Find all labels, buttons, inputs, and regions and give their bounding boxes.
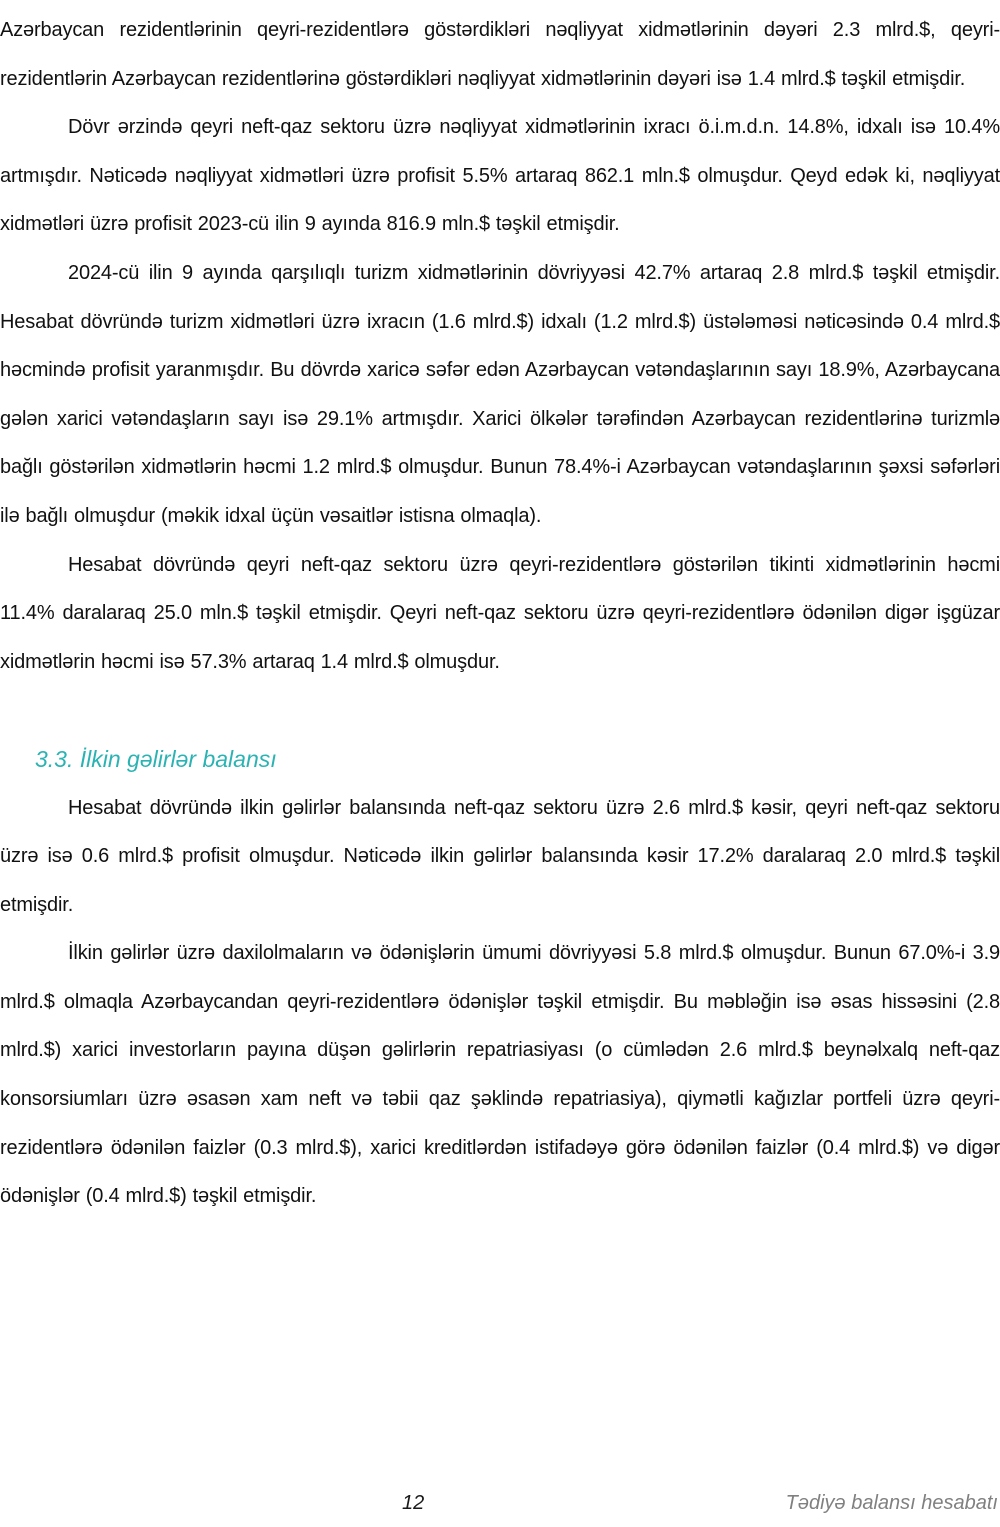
section-heading-primary-income-balance: 3.3. İlkin gəlirlər balansı xyxy=(35,745,277,772)
paragraph-tourism-services: 2024-cü ilin 9 ayında qarşılıqlı turizm xidmətlərinin dövriyyəsi 42.7% artaraq 2.8 mlrd.$ təşkil etmişdir. Hesabat dövründə turizm xidmətləri üzrə ixracın (1.6 mlrd.$) idxalı (1.2 mlrd.$) üstələməsi nəticəsində 0.4 mlrd.$ həcmində profisit yaranmışdır. Bu dövrdə xaricə səfər edən Azərbaycan vətəndaşlarının sayı 18.9%, Azərbaycana gələn xarici vətəndaşların sayı isə 29.1% artmışdır. Xarici ölkələr tərəfindən Azərbaycan rezidentlərinə turizmlə bağlı göstərilən xidmətlərin həcmi 1.2 mlrd.$ olmuşdur. Bunun 78.4%-i Azərbaycan vətəndaşlarının şəxsi səfərləri ilə bağlı olmuşdur (məkik idxal üçün vəsaitlər istisna olmaqla). xyxy=(0,261,1000,527)
paragraph-primary-income-balance: Hesabat dövründə ilkin gəlirlər balansında neft-qaz sektoru üzrə 2.6 mlrd.$ kəsir, qeyri neft-qaz sektoru üzrə isə 0.6 mlrd.$ profisit olmuşdur. Nəticədə ilkin gəlirlər balansında kəsir 17.2% daralaraq 2.0 mlrd.$ təşkil etmişdir. xyxy=(0,796,1000,916)
page-number: 12 xyxy=(402,1492,425,1514)
paragraph-transport-profit: Dövr ərzində qeyri neft-qaz sektoru üzrə nəqliyyat xidmətlərinin ixracı ö.i.m.d.n. 14.8%, idxalı isə 10.4% artmışdır. Nəticədə nəqliyyat xidmətləri üzrə profisit 5.5% artaraq 862.1 mln.$ olmuşdur. Qeyd edək ki, nəqliyyat xidmətləri üzrə profisit 2023-cü ilin 9 ayında 816.9 mln.$ təşkil etmişdir. xyxy=(0,116,1000,236)
paragraph-construction-business-services: Hesabat dövründə qeyri neft-qaz sektoru üzrə qeyri-rezidentlərə göstərilən tikinti xidmətlərinin həcmi 11.4% daralaraq 25.0 mln.$ təşkil etmişdir. Qeyri neft-qaz sektoru üzrə qeyri-rezidentlərə ödənilən digər işgüzar xidmətlərin həcmi isə 57.3% artaraq 1.4 mlrd.$ olmuşdur. xyxy=(0,553,1000,673)
paragraph-primary-income-turnover: İlkin gəlirlər üzrə daxilolmaların və ödənişlərin ümumi dövriyyəsi 5.8 mlrd.$ olmuşdur. Bunun 67.0%-i 3.9 mlrd.$ olmaqla Azərbaycandan qeyri-rezidentlərə ödənişlər təşkil etmişdir. Bu məbləğin isə əsas hissəsini (2.8 mlrd.$) xarici investorların payına düşən gəlirlərin repatriasiyası (o cümlədən 2.6 mlrd.$ beynəlxalq neft-qaz konsorsiumları üzrə əsasən xam neft və təbii qaz şəklində repatriasiya), qiymətli kağızlar portfeli üzrə qeyri-rezidentlərə ödənilən faizlər (0.3 mlrd.$), xarici kreditlərdən istifadəyə görə ödənilən faizlər (0.4 mlrd.$) və digər ödənişlər (0.4 mlrd.$) təşkil etmişdir. xyxy=(0,942,1000,1208)
paragraph-transport-services-value: Azərbaycan rezidentlərinin qeyri-rezidentlərə göstərdikləri nəqliyyat xidmətlərinin dəyəri 2.3 mlrd.$, qeyri-rezidentlərin Azərbaycan rezidentlərinə göstərdikləri nəqliyyat xidmətlərinin dəyəri isə 1.4 mlrd.$ təşkil etmişdir. xyxy=(0,19,1000,90)
footer-report-title: Tədiyə balansı hesabatı xyxy=(785,1492,998,1514)
page-footer xyxy=(0,1487,1000,1515)
